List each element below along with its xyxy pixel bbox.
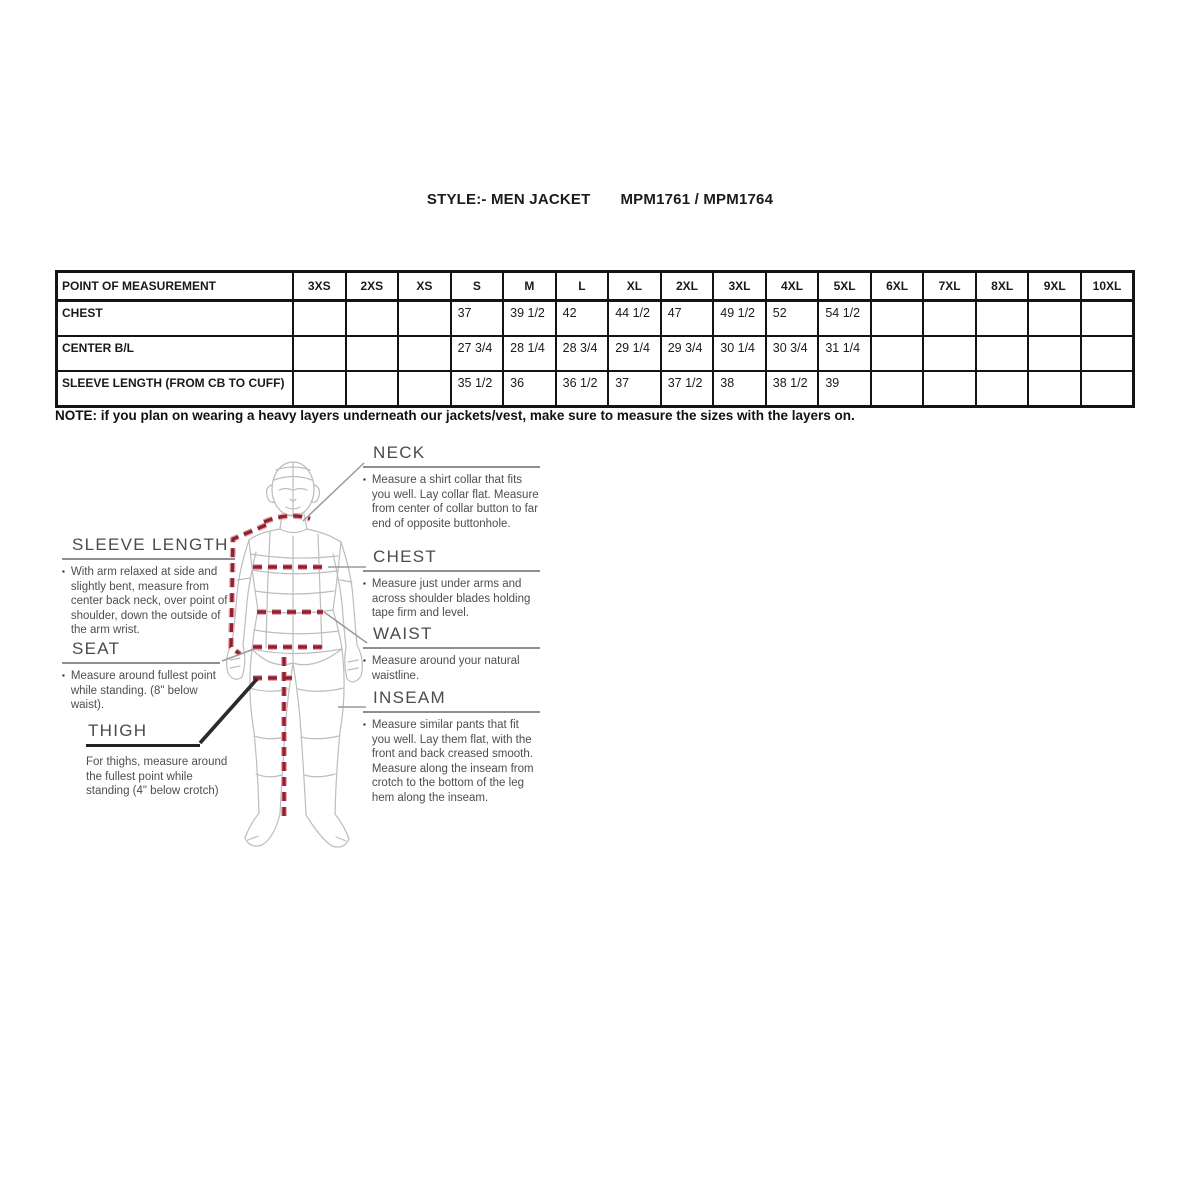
size-value-cell: 29 1/4 [608,336,661,371]
size-value-cell: 54 1/2 [818,301,871,337]
size-value-cell: 36 [503,371,556,407]
measurement-row [57,336,1134,371]
square-bullet-icon: ▪ [363,720,366,729]
size-value-cell [398,336,451,371]
size-column-header: 10XL [1081,272,1134,301]
row-label: SLEEVE LENGTH (FROM CB TO CUFF) [57,371,294,407]
size-value-cell [1028,336,1081,371]
guide-description: Measure around your natural waistline. [371,655,520,682]
seat-connector-line [222,649,254,661]
size-column-header: XL [608,272,661,301]
layering-note: NOTE: if you plan on wearing a heavy layers underneath our jackets/vest, make sure to measure the sizes with the layers on. [55,408,855,423]
size-column-header: 2XS [346,272,399,301]
guide-description: With arm relaxed at side and slightly bent, measure from center back neck, over point of shoulder, down the outside of the arm wrist. [70,566,228,637]
guide-heading-sleeve-length: SLEEVE LENGTH [62,535,235,560]
guide-section-chest [363,547,540,621]
size-value-cell: 42 [556,301,609,337]
neck-connector-line [303,463,364,521]
size-value-cell: 47 [661,301,714,337]
size-value-cell [1028,301,1081,337]
size-column-header: L [556,272,609,301]
guide-heading-thigh: THIGH [86,721,200,747]
size-value-cell [923,301,976,337]
measurement-lines [231,516,327,817]
size-value-cell [293,371,346,407]
size-column-header: 3XL [713,272,766,301]
size-value-cell: 37 1/2 [661,371,714,407]
size-value-cell: 38 1/2 [766,371,819,407]
guide-description: For thighs, measure around the fullest point while standing (4" below crotch) [86,756,228,798]
guide-description: Measure around fullest point while standing. (8" below waist). [70,670,216,712]
guide-text-inseam [363,718,540,806]
guide-text-sleeve-length [62,565,235,638]
size-value-cell [398,371,451,407]
size-value-cell: 39 [818,371,871,407]
size-column-header: 4XL [766,272,819,301]
measurement-row [57,371,1134,407]
size-value-cell [293,301,346,337]
measurement-row [57,301,1134,337]
point-of-measurement-header: POINT OF MEASUREMENT [57,272,294,301]
style-label: STYLE:- MEN JACKET [426,191,591,208]
size-value-cell: 30 1/4 [713,336,766,371]
size-value-cell [1081,301,1134,337]
size-value-cell [346,301,399,337]
square-bullet-icon: ▪ [62,567,65,576]
size-value-cell: 37 [608,371,661,407]
size-value-cell: 35 1/2 [451,371,504,407]
size-value-cell [1081,371,1134,407]
size-value-cell [923,371,976,407]
size-value-cell: 37 [451,301,504,337]
guide-text-chest [363,577,540,621]
body-wireframe-figure [227,462,363,847]
size-column-header: 8XL [976,272,1029,301]
size-value-cell [1081,336,1134,371]
guide-section-seat [62,639,220,713]
size-column-header: 7XL [923,272,976,301]
size-value-cell: 28 3/4 [556,336,609,371]
size-column-header: 9XL [1028,272,1081,301]
size-value-cell [346,336,399,371]
page-title [0,191,1200,208]
guide-heading-neck: NECK [363,443,540,468]
square-bullet-icon: ▪ [363,656,366,665]
size-value-cell: 27 3/4 [451,336,504,371]
size-value-cell [976,336,1029,371]
guide-text-thigh [86,755,236,799]
guide-description: Measure a shirt collar that fits you well. Lay collar flat. Measure from center of collar button to far end of opposite buttonhole. [371,474,539,530]
guide-heading-inseam: INSEAM [363,688,540,713]
style-codes: MPM1761 / MPM1764 [620,191,774,208]
size-value-cell [871,301,924,337]
square-bullet-icon: ▪ [363,475,366,484]
guide-text-neck [363,473,540,531]
size-value-cell: 44 1/2 [608,301,661,337]
size-value-cell: 31 1/4 [818,336,871,371]
row-label: CENTER B/L [57,336,294,371]
size-chart-table [55,270,1135,408]
size-value-cell [293,336,346,371]
guide-section-thigh [86,721,236,799]
size-value-cell: 36 1/2 [556,371,609,407]
guide-description: Measure just under arms and across shoulder blades holding tape firm and level. [371,578,531,620]
size-table-header [57,272,1134,301]
size-column-header: M [503,272,556,301]
size-value-cell [871,371,924,407]
square-bullet-icon: ▪ [363,579,366,588]
size-column-header: 6XL [871,272,924,301]
guide-section-sleeve-length [62,535,235,638]
size-value-cell [346,371,399,407]
size-column-header: 5XL [818,272,871,301]
size-value-cell: 30 3/4 [766,336,819,371]
size-column-header: S [451,272,504,301]
size-value-cell: 52 [766,301,819,337]
size-value-cell [923,336,976,371]
size-value-cell [1028,371,1081,407]
size-value-cell [976,301,1029,337]
guide-heading-waist: WAIST [363,624,540,649]
size-column-header: 3XS [293,272,346,301]
guide-section-inseam [363,688,540,806]
row-label: CHEST [57,301,294,337]
size-column-header: 2XL [661,272,714,301]
guide-text-waist [363,654,540,683]
waist-connector-line [324,612,367,643]
size-value-cell: 38 [713,371,766,407]
size-table-body [57,301,1134,407]
guide-heading-chest: CHEST [363,547,540,572]
guide-description: Measure similar pants that fit you well. Lay them flat, with the front and back creased smooth. Measure along the inseam from crotch to the bottom of the leg hem along the inseam. [371,719,534,804]
square-bullet-icon: ▪ [62,671,65,680]
size-value-cell [871,336,924,371]
size-value-cell: 49 1/2 [713,301,766,337]
guide-heading-seat: SEAT [62,639,220,664]
neck-measure-line [264,516,310,522]
size-value-cell: 29 3/4 [661,336,714,371]
size-value-cell: 28 1/4 [503,336,556,371]
guide-section-waist [363,624,540,683]
header-row [57,272,1134,301]
guide-text-seat [62,669,220,713]
size-value-cell [398,301,451,337]
size-column-header: XS [398,272,451,301]
guide-section-neck [363,443,540,531]
size-value-cell [976,371,1029,407]
size-value-cell: 39 1/2 [503,301,556,337]
sleeve-measure-line [231,525,266,654]
